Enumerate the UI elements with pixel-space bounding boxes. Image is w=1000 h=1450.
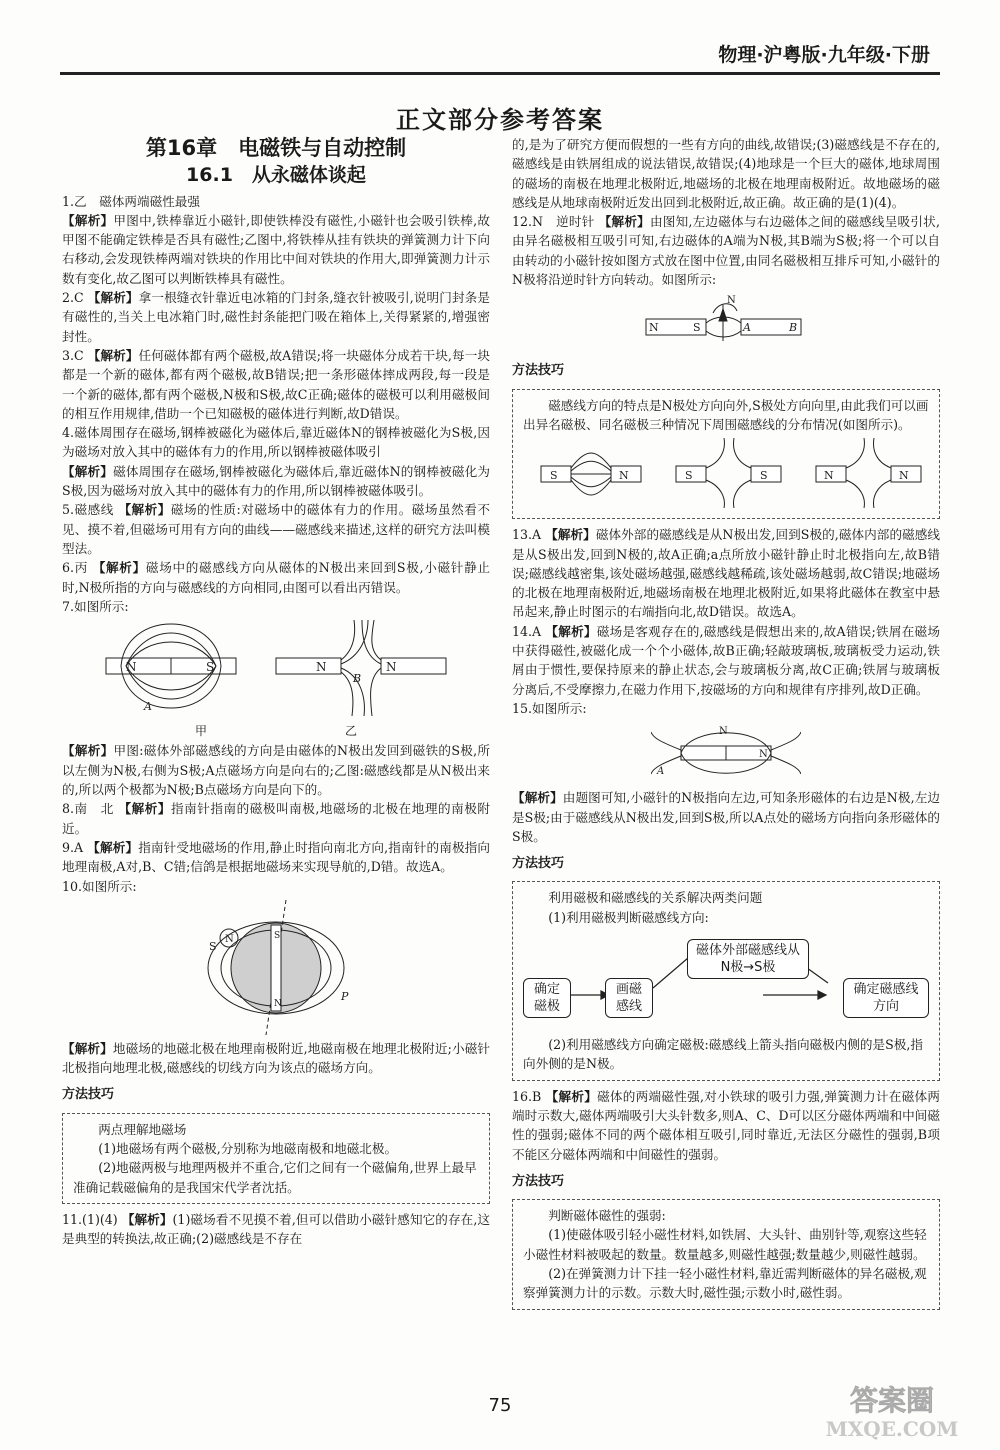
watermark-bottom: MXQE.COM bbox=[825, 1417, 959, 1441]
svg-text:S: S bbox=[209, 939, 217, 953]
section-title: 16.1 从永磁体谈起 bbox=[186, 164, 366, 187]
flowchart bbox=[523, 933, 929, 1029]
tip-1-line-2: (2)地磁两极与地理两极并不重合,它们之间有一个磁偏角,世界上最早准确记载磁偏角的是我国宋代学者沈括。 bbox=[73, 1160, 477, 1195]
watermark-top: 答案圈 bbox=[849, 1384, 935, 1417]
figure-10 bbox=[62, 900, 490, 1035]
svg-text:N: N bbox=[316, 660, 327, 675]
tip-3-line-1: (1)利用磁极判断磁感线方向: bbox=[548, 909, 709, 925]
answer-11: 11.(1)(4) 【解析】(1)磁场看不见摸不着,但可以借助小磁针感知它的存在,这是典型的转换法,故正确;(2)磁感线是不存在 bbox=[62, 1211, 490, 1247]
flow-step-draw-lines: 画磁感线 bbox=[605, 978, 653, 1018]
answer-5: 5.磁感线 【解析】磁场的性质:对磁场中的磁体有力的作用。磁场虽然看不见、摸不着,但磁场可用有方向的曲线——磁感线来描述,这样的研究方法叫模型法。 bbox=[62, 502, 490, 556]
tip-1-line-1: (1)地磁场有两个磁极,分别称为地磁南极和地磁北极。 bbox=[98, 1140, 398, 1156]
header-rule bbox=[60, 72, 940, 75]
tip-4-line-1: (1)使磁体吸引轻小磁性材料,如铁屑、大头针、曲别针等,观察这些轻小磁性材料被吸起的数量。数量越多,则磁性越强;数量越少,则磁性越弱。 bbox=[523, 1227, 927, 1262]
answer-16: 16.B 【解析】磁体的两端磁性强,对小铁球的吸引力强,弹簧测力计在磁体两端时示数大,磁体两端吸引大头针数多,则A、C、D可以区分磁体两端和中间磁性的强弱;磁体不同的两个磁体相互吸引,同时靠近,无法区分磁性的强弱,B项不能区分磁体两端和中间磁性的强弱。 bbox=[512, 1088, 940, 1162]
answer-10: 10.如图所示: bbox=[62, 878, 137, 894]
compass-between-magnets-diagram bbox=[641, 293, 811, 349]
chapter-title: 第16章 电磁铁与自动控制 bbox=[145, 136, 407, 160]
tip-label-1: 方法技巧 bbox=[62, 1087, 115, 1103]
svg-text:S: S bbox=[760, 469, 768, 483]
main-title: 正文部分参考答案 bbox=[396, 106, 604, 134]
figure-7-caption-right: 乙 bbox=[344, 724, 357, 739]
earth-field-diagram bbox=[191, 900, 361, 1035]
bar-magnet-compass-diagram bbox=[651, 722, 801, 784]
answer-6: 6.丙 【解析】磁场中的磁感线方向从磁体的N极出来回到S极,小磁针静止时,N极所指的方向与磁感线的方向相同,由图可以看出丙错误。 bbox=[62, 560, 490, 595]
tip-box-2 bbox=[512, 389, 940, 520]
analysis-7: 【解析】甲图:磁体外部磁感线的方向是由磁体的N极出发回到磁铁的S极,所以左侧为N极,右侧为S极;A点磁场方向是向右的;乙图:磁感线都是从N极出来的,所以两个极都为N极;B点磁场方向是向下的。 bbox=[62, 743, 490, 798]
tip-4-line-2: (2)在弹簧测力计下挂一轻小磁性材料,靠近需判断磁体的异名磁极,观察弹簧测力计的示数。示数大时,磁性强;示数小时,磁性弱。 bbox=[523, 1265, 927, 1301]
tip-label-3: 方法技巧 bbox=[512, 856, 565, 872]
left-column bbox=[62, 135, 490, 1248]
tip-box-1 bbox=[62, 1113, 490, 1204]
svg-text:S: S bbox=[550, 469, 558, 483]
svg-text:S: S bbox=[206, 660, 215, 675]
tip-label-4: 方法技巧 bbox=[512, 1173, 565, 1189]
answer-3: 3.C 【解析】任何磁体都有两个磁极,故A错误;将一块磁体分成若干块,每一块都是一个新的磁体,都有两个磁极,故B错误;把一条形磁体摔成两段,每一段是一个新的磁体,都有两个磁极,N极和S极,故C正确;磁体的磁极可以利用磁极间的相互作用规律,借助一个已知磁极的磁体进行判断,故D错误。 bbox=[62, 347, 490, 421]
answer-7: 7.如图所示: bbox=[62, 598, 129, 614]
flow-step-determine-pole: 确定磁极 bbox=[523, 978, 571, 1018]
page-header: 物理·沪粤版·九年级·下册 bbox=[718, 44, 930, 66]
figure-12 bbox=[512, 293, 940, 349]
svg-text:A: A bbox=[743, 321, 751, 335]
svg-text:N: N bbox=[225, 933, 234, 945]
tip-3-line-2: (2)利用磁感线方向确定磁极:磁感线上箭头指向磁极内侧的是S极,指向外侧的是N极。 bbox=[523, 1037, 923, 1072]
svg-text:N: N bbox=[759, 749, 768, 761]
answer-14: 14.A 【解析】磁场是客观存在的,磁感线是假想出来的,故A错误;铁屑在磁场中获得磁性,被磁化成一个个小磁体,故B正确;轻敲玻璃板,玻璃板受力运动,铁屑由于惯性,要保持原来的静止状态,会与玻璃板分离,故C正确;铁屑与玻璃板分离后,不受摩擦力,在磁力作用下,按磁场的方向和规律有序排列,故D正确。 bbox=[512, 623, 940, 697]
answer-8: 8.南 北 【解析】指南针指南的磁极叫南极,地磁场的北极在地理的南极附近。 bbox=[62, 801, 490, 836]
svg-text:S: S bbox=[693, 321, 701, 335]
magnet-field-diagram bbox=[86, 620, 466, 718]
answer-1: 1.乙 磁体两端磁性最强 bbox=[62, 193, 200, 209]
tip-2-text: 磁感线方向的特点是N极处方向向外,S极处方向向里,由此我们可以画出异名磁极、同名磁极三种情况下周围磁感线的分布情况(如图所示)。 bbox=[523, 397, 929, 432]
answer-4: 4.磁体周围存在磁场,钢棒被磁化为磁体后,靠近磁体N的钢棒被磁化为S极,因为磁场对放入其中的磁体有力的作用,所以钢棒被磁体吸引 bbox=[62, 425, 490, 460]
right-column bbox=[512, 135, 940, 1316]
svg-text:N: N bbox=[719, 726, 728, 738]
page-number: 75 bbox=[488, 1395, 512, 1416]
svg-text:A: A bbox=[657, 766, 665, 778]
figure-7 bbox=[62, 620, 490, 718]
svg-text:N: N bbox=[619, 469, 629, 483]
analysis-15: 【解析】由题图可知,小磁针的N极指向左边,可知条形磁体的右边是N极,左边是S极;由于磁感线从N极出发,回到S极,所以A点处的磁场方向指向条形磁体的S极。 bbox=[512, 790, 940, 844]
svg-text:N: N bbox=[649, 321, 659, 335]
flow-step-rule: 磁体外部磁感线从N极→S极 bbox=[687, 939, 809, 979]
svg-text:A: A bbox=[144, 700, 152, 714]
svg-text:N: N bbox=[274, 998, 282, 1009]
tip-box-4 bbox=[512, 1199, 940, 1309]
svg-text:N: N bbox=[126, 660, 137, 675]
answer-9: 9.A 【解析】指南针受地磁场的作用,静止时指向南北方向,指南针的南极指向地理南极,A对,B、C错;信鸽是根据地磁场来实现导航的,D错。故选A。 bbox=[62, 839, 490, 875]
answer-2: 2.C 【解析】拿一根缝衣针靠近电冰箱的门封条,缝衣针被吸引,说明门封条是有磁性的,当关上电冰箱门时,磁性封条能把门吸在箱体上,关得紧紧的,增强密封性。 bbox=[62, 290, 490, 344]
svg-text:B: B bbox=[789, 321, 798, 335]
tip-2-figure bbox=[523, 438, 929, 508]
watermark-logo bbox=[802, 1380, 982, 1442]
answer-12: 12.N 逆时针 【解析】由图知,左边磁体与右边磁体之间的磁感线呈吸引状,由异名磁极相互吸引可知,右边磁体的A端为N极,其B端为S极;将一个可以自由转动的小磁针按如图方式放在图中位置,由同名磁极相互排斥可知,小磁针的N极将沿逆时针方向转动。如图所示: bbox=[512, 214, 940, 288]
svg-text:N: N bbox=[727, 295, 736, 307]
svg-text:P: P bbox=[341, 989, 349, 1003]
tip-3-title: 利用磁极和磁感线的关系解决两类问题 bbox=[548, 890, 763, 906]
tip-4-title: 判断磁体磁性的强弱: bbox=[548, 1208, 666, 1224]
analysis-4: 【解析】磁体周围存在磁场,钢棒被磁化为磁体后,靠近磁体N的钢棒被磁化为S极,因为磁场对放入其中的磁体有力的作用,所以钢棒被磁体吸引。 bbox=[62, 463, 490, 499]
figure-15 bbox=[512, 722, 940, 784]
svg-text:N: N bbox=[386, 660, 397, 675]
analysis-10: 【解析】地磁场的地磁北极在地理南极附近,地磁南极在地理北极附近;小磁针北极指向地理北极,磁感线的切线方向为该点的磁场方向。 bbox=[62, 1040, 491, 1076]
svg-text:S: S bbox=[685, 469, 693, 483]
svg-text:B: B bbox=[353, 672, 362, 686]
tip-1-title: 两点理解地磁场 bbox=[98, 1121, 187, 1137]
answer-13: 13.A 【解析】磁体外部的磁感线是从N极出发,回到S极的,磁体内部的磁感线是从S极出发,回到N极的,故A正确;a点所放小磁针静止时北极指向左,故B错误;磁感线越密集,该处磁场越强,磁感线越稀疏,该处磁场越弱,故C错误;地磁场的北极在地理南极附近,地磁场南极在地理北极附近,如果将此磁体在教室中悬吊起来,静止时图示的右端指向北,故D错误。故选A。 bbox=[512, 527, 941, 620]
svg-text:N: N bbox=[899, 469, 909, 483]
svg-text:N: N bbox=[824, 469, 834, 483]
three-field-patterns-diagram bbox=[526, 438, 926, 508]
answer-15: 15.如图所示: bbox=[512, 700, 587, 716]
tip-box-3 bbox=[512, 881, 940, 1080]
figure-7-caption-left: 甲 bbox=[194, 724, 207, 739]
tip-label-2: 方法技巧 bbox=[512, 363, 565, 379]
analysis-1: 【解析】甲图中,铁棒靠近小磁针,即使铁棒没有磁性,小磁针也会吸引铁棒,故甲图不能确定铁棒是否具有磁性;乙图中,将铁棒从挂有铁块的弹簧测力计下向右移动,会发现铁棒两端对铁块的作用比中间对铁块的作用大,即弹簧测力计示数有变化,故乙图可以判断铁棒具有磁性。 bbox=[62, 212, 491, 286]
svg-text:S: S bbox=[274, 930, 281, 941]
answer-11-continued: 的,是为了研究方便而假想的一些有方向的曲线,故错误;(3)磁感线是不存在的,磁感线是由铁屑组成的说法错误,故错误;(4)地球是一个巨大的磁体,地球周围的磁场的南极在地理北极附近,地磁场的北极在地理南极附近。故地磁场的磁感线是从地球南极附近发出回到北极附近,故正确。故正确的是(1)(4)。 bbox=[512, 137, 940, 210]
flow-step-determine-direction: 确定磁感线方向 bbox=[843, 978, 929, 1018]
